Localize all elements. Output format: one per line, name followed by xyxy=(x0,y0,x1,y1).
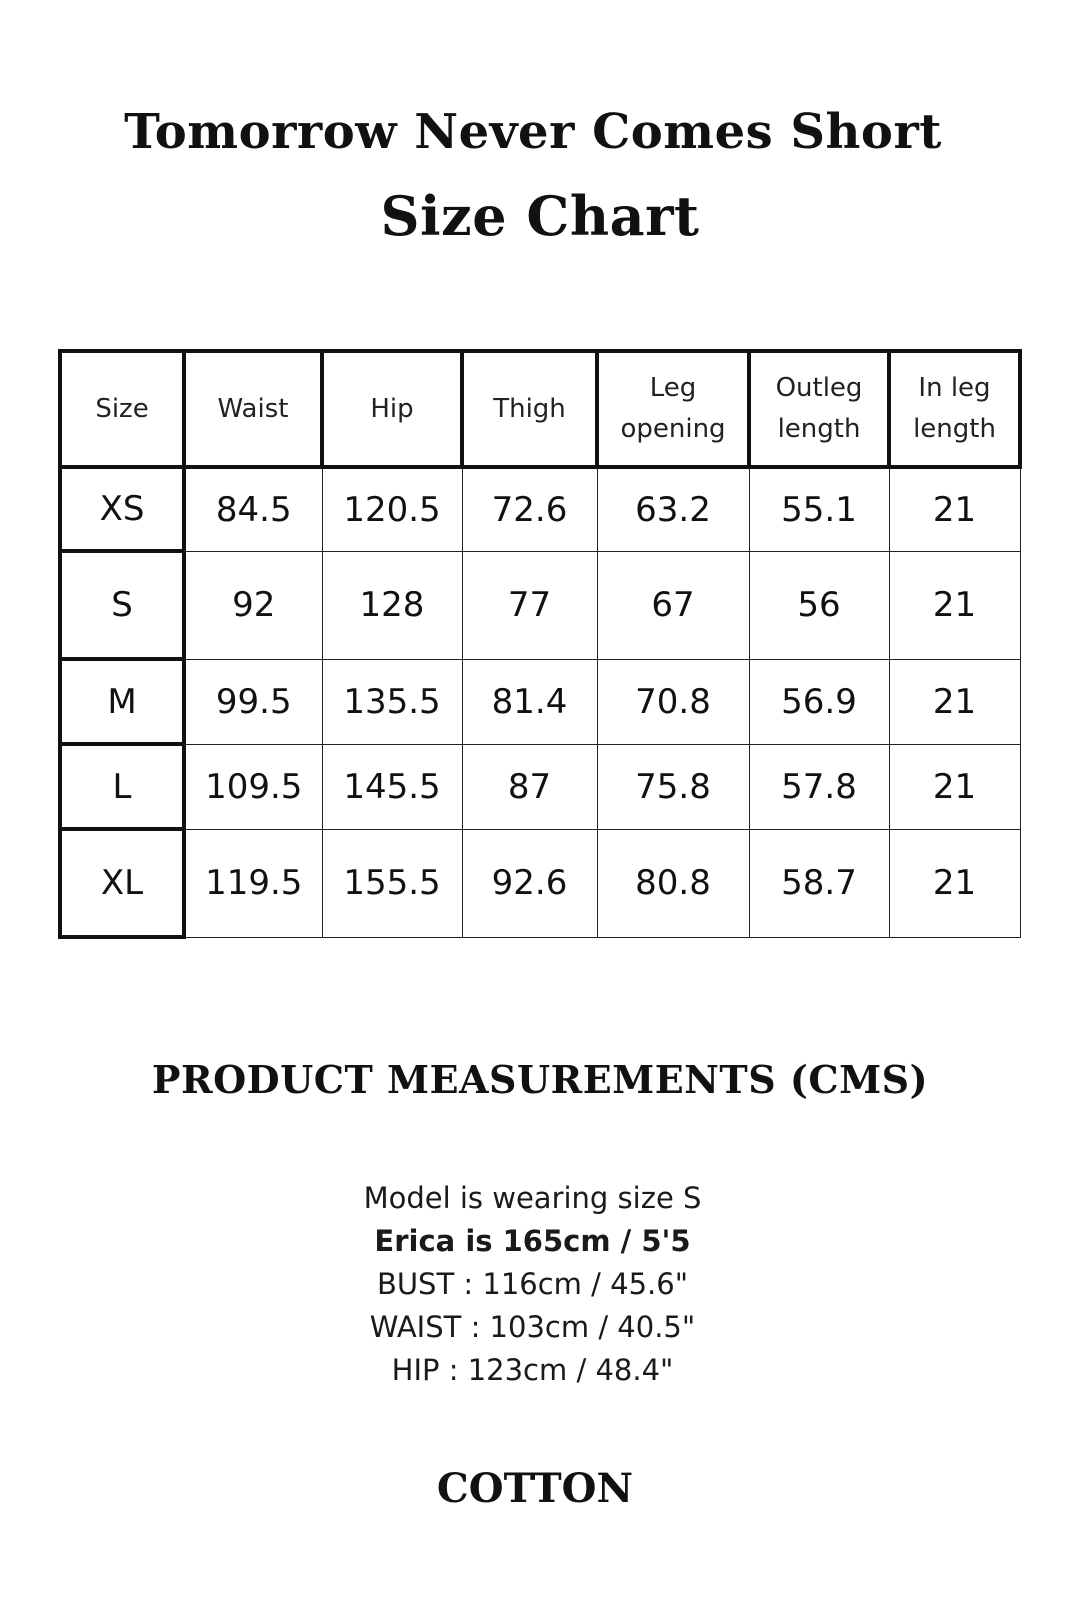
waist-cell: 84.5 xyxy=(184,467,322,551)
header-line: Waist xyxy=(217,393,289,424)
measurements-heading: PRODUCT MEASUREMENTS (CMS) xyxy=(151,1057,929,1102)
thigh-cell: 92.6 xyxy=(462,829,597,937)
table-row xyxy=(60,744,1020,829)
header-leg-opening xyxy=(597,351,749,467)
size-cell: S xyxy=(60,551,184,659)
size-cell: L xyxy=(60,744,184,829)
waist-cell: 99.5 xyxy=(184,659,322,744)
size-cell: XS xyxy=(60,467,184,551)
header-line: length xyxy=(777,414,861,444)
header-inleg-length xyxy=(889,351,1020,467)
model-waist: WAIST : 103cm / 40.5" xyxy=(369,1310,696,1344)
table-row xyxy=(60,551,1020,659)
model-hip: HIP : 123cm / 48.4" xyxy=(391,1353,674,1387)
hip-cell: 128 xyxy=(322,551,462,659)
table-header-row xyxy=(60,351,1020,467)
model-info xyxy=(0,1177,1065,1392)
thigh-cell: 77 xyxy=(462,551,597,659)
outleg-length-cell: 56 xyxy=(749,551,889,659)
model-bust: BUST : 116cm / 45.6" xyxy=(376,1267,689,1301)
hip-cell: 135.5 xyxy=(322,659,462,744)
hip-cell: 120.5 xyxy=(322,467,462,551)
thigh-cell: 81.4 xyxy=(462,659,597,744)
table-row xyxy=(60,659,1020,744)
leg-opening-cell: 67 xyxy=(597,551,749,659)
size-cell: M xyxy=(60,659,184,744)
leg-opening-cell: 80.8 xyxy=(597,829,749,937)
outleg-length-cell: 58.7 xyxy=(749,829,889,937)
header-size xyxy=(60,351,184,467)
inleg-length-cell: 21 xyxy=(889,659,1020,744)
outleg-length-cell: 55.1 xyxy=(749,467,889,551)
thigh-cell: 87 xyxy=(462,744,597,829)
table-row xyxy=(60,829,1020,937)
hip-cell: 145.5 xyxy=(322,744,462,829)
header-line: opening xyxy=(620,414,726,444)
header-outleg-length xyxy=(749,351,889,467)
header-line: Thigh xyxy=(493,393,566,424)
outleg-length-cell: 56.9 xyxy=(749,659,889,744)
leg-opening-cell: 70.8 xyxy=(597,659,749,744)
inleg-length-cell: 21 xyxy=(889,744,1020,829)
header-line: length xyxy=(913,414,996,444)
thigh-cell: 72.6 xyxy=(462,467,597,551)
header-waist xyxy=(184,351,322,467)
waist-cell: 119.5 xyxy=(184,829,322,937)
waist-cell: 92 xyxy=(184,551,322,659)
hip-cell: 155.5 xyxy=(322,829,462,937)
inleg-length-cell: 21 xyxy=(889,467,1020,551)
size-table xyxy=(58,349,1022,939)
model-name-height: Erica is 165cm / 5'5 xyxy=(374,1224,691,1258)
model-size-line: Model is wearing size S xyxy=(363,1181,702,1215)
leg-opening-cell: 75.8 xyxy=(597,744,749,829)
header-thigh xyxy=(462,351,597,467)
header-line: In leg xyxy=(918,373,991,403)
outleg-length-cell: 57.8 xyxy=(749,744,889,829)
header-line: Outleg xyxy=(775,373,863,403)
size-chart-title: Size Chart xyxy=(380,184,700,248)
inleg-length-cell: 21 xyxy=(889,551,1020,659)
waist-cell: 109.5 xyxy=(184,744,322,829)
product-title: Tomorrow Never Comes Short xyxy=(124,104,942,160)
fabric-label: COTTON xyxy=(436,1465,634,1512)
header-line: Leg xyxy=(649,373,697,403)
leg-opening-cell: 63.2 xyxy=(597,467,749,551)
inleg-length-cell: 21 xyxy=(889,829,1020,937)
header-hip xyxy=(322,351,462,467)
header-line: Size xyxy=(95,393,149,424)
table-row xyxy=(60,467,1020,551)
header-line: Hip xyxy=(370,393,414,424)
size-cell: XL xyxy=(60,829,184,937)
